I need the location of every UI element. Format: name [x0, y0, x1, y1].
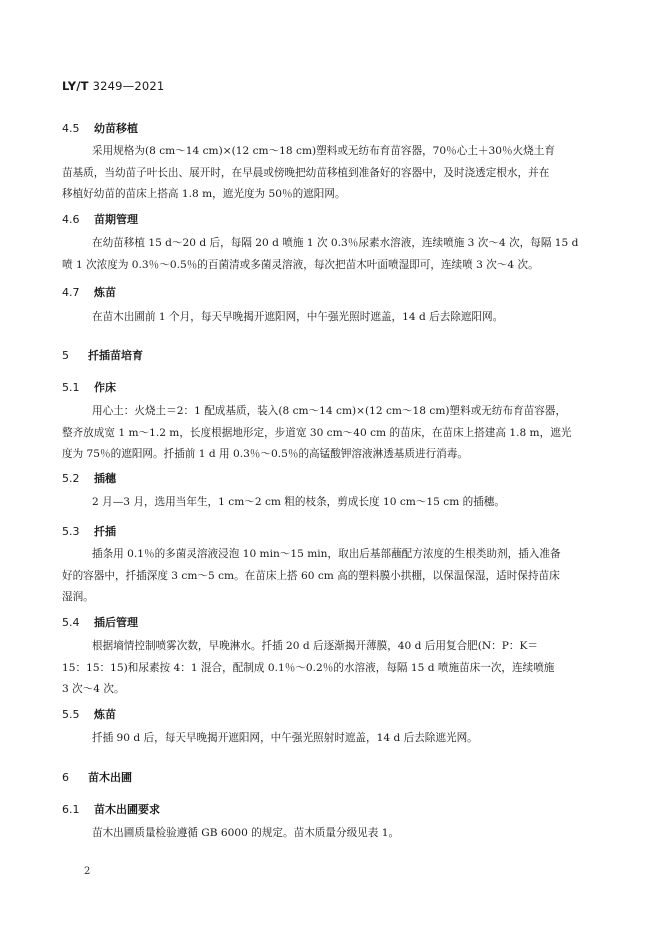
- section-heading: [62, 801, 160, 817]
- paragraph-line: 用心土：火烧土＝2：1 配成基质，装入(8 cm～14 cm)×(12 cm～18 cm)塑料或无纺布育苗容器，: [92, 405, 567, 417]
- paragraph-line: 苗基质，当幼苗子叶长出、展开时，在早晨或傍晚把幼苗移植到准备好的容器中，及时浇透定根水，并在: [62, 166, 550, 179]
- paragraph-line: 2 月—3 月，选用当年生，1 cm～2 cm 粗的枝条，剪成长度 10 cm～15 cm 的插穗。: [92, 496, 505, 508]
- section-heading: [62, 284, 116, 300]
- chapter-title: 苗木出圃: [88, 771, 132, 784]
- chapter-title: 扦插苗培育: [88, 349, 143, 362]
- paragraph-line: 整齐放成宽 1 m～1.2 m，长度根据地形定，步道宽 30 cm～40 cm 的苗床，在苗床上搭建高 1.8 m，遮光: [62, 426, 572, 439]
- standard-code: LY/T: [62, 79, 89, 93]
- section-title: 炼苗: [94, 286, 116, 299]
- paragraph: [62, 544, 602, 609]
- chapter-heading: [62, 347, 143, 363]
- chapter-heading: [62, 769, 132, 785]
- paragraph-line: 在苗木出圃前 1 个月，每天早晚揭开遮阳网，中午强光照时遮盖，14 d 后去除遮阳网。: [92, 311, 504, 323]
- paragraph-line: 苗木出圃质量检验遵循 GB 6000 的规定。苗木质量分级见表 1。: [92, 827, 400, 839]
- paragraph-line: 湿润。: [62, 591, 94, 603]
- paragraph: [62, 307, 602, 329]
- section-number: 4.6: [62, 213, 80, 226]
- section-title: 作床: [94, 381, 116, 394]
- section-number: 5.1: [62, 381, 80, 394]
- section-number: 5.4: [62, 616, 80, 629]
- paragraph-line: 采用规格为(8 cm～14 cm)×(12 cm～18 cm)塑料或无纺布育苗容器，70％心土＋30％火烧土育: [92, 145, 555, 157]
- paragraph-line: 15：15：15)和尿素按 4：1 混合，配制成 0.1％～0.2％的水溶液，每隔 15 d 喷施苗床一次，连续喷施: [62, 661, 555, 674]
- section-title: 苗木出圃要求: [94, 803, 160, 816]
- paragraph-line: 度为 75％的遮阳网。扦插前 1 d 用 0.3％～0.5％的高锰酸钾溶液淋透基质进行消毒。: [62, 448, 468, 460]
- paragraph-line: 3 次～4 次。: [62, 683, 125, 695]
- paragraph: [62, 401, 602, 466]
- paragraph: [62, 636, 602, 701]
- section-number: 4.7: [62, 286, 80, 299]
- standard-header: [62, 79, 164, 93]
- section-title: 插穗: [94, 472, 116, 485]
- paragraph-line: 扦插 90 d 后，每天早晚揭开遮阳网，中午强光照射时遮盖，14 d 后去除遮光网。: [92, 732, 478, 744]
- section-title: 炼苗: [94, 708, 116, 721]
- paragraph: [62, 233, 602, 276]
- paragraph-line: 根据墒情控制喷雾次数，早晚淋水。扦插 20 d 后逐渐揭开薄膜，40 d 后用复合肥(N：P：K＝: [92, 640, 538, 652]
- section-number: 5.3: [62, 525, 80, 538]
- paragraph: [62, 492, 602, 514]
- section-number: 5.5: [62, 708, 80, 721]
- paragraph-line: 移植好幼苗的苗床上搭高 1.8 m，遮光度为 50％的遮阳网。: [62, 188, 346, 200]
- section-heading: [62, 470, 116, 486]
- section-number: 6.1: [62, 803, 80, 816]
- paragraph: [62, 728, 602, 750]
- section-title: 扦插: [94, 525, 116, 538]
- page-number: 2: [84, 866, 91, 877]
- section-heading: [62, 706, 116, 722]
- paragraph-line: 插条用 0.1％的多菌灵溶液浸泡 10 min～15 min，取出后基部蘸配方浓度的生根类助剂，插入准备: [92, 548, 561, 560]
- section-title: 苗期管理: [94, 213, 138, 226]
- paragraph-line: 喷 1 次浓度为 0.3％～0.5％的百菌清或多菌灵溶液，每次把苗木叶面喷湿即可，连续喷 3 次～4 次。: [62, 258, 539, 271]
- paragraph: [62, 141, 602, 206]
- paragraph-line: 在幼苗移植 15 d～20 d 后，每隔 20 d 喷施 1 次 0.3％尿素水溶液，连续喷施 3 次～4 次，每隔 15 d: [92, 237, 579, 249]
- section-heading: [62, 523, 116, 539]
- standard-number: 3249—2021: [92, 79, 165, 93]
- section-number: 4.5: [62, 122, 80, 135]
- section-title: 幼苗移植: [94, 122, 138, 135]
- section-number: 5.2: [62, 472, 80, 485]
- section-title: 插后管理: [94, 616, 138, 629]
- section-heading: [62, 614, 138, 630]
- chapter-number: 5: [62, 349, 69, 362]
- section-heading: [62, 211, 138, 227]
- section-heading: [62, 379, 116, 395]
- section-heading: [62, 120, 138, 136]
- chapter-number: 6: [62, 771, 69, 784]
- paragraph-line: 好的容器中，扦插深度 3 cm～5 cm。在苗床上搭 60 cm 高的塑料膜小拱棚，以保温保湿，适时保持苗床: [62, 569, 560, 582]
- paragraph: [62, 823, 602, 845]
